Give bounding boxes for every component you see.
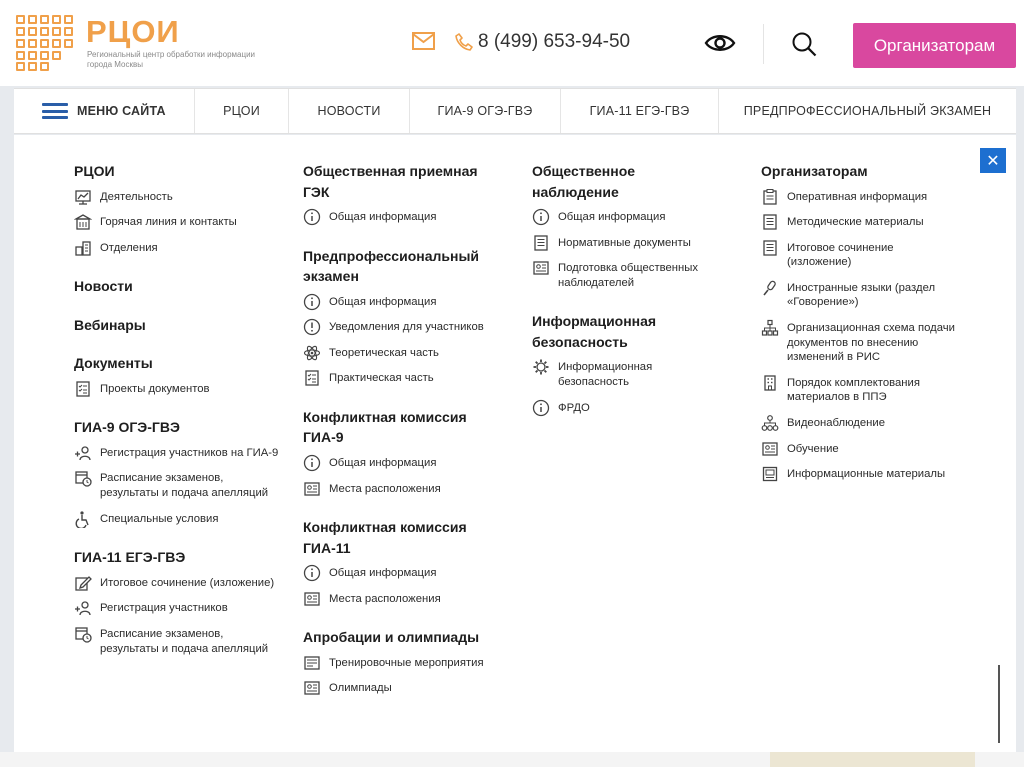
checklist-icon xyxy=(74,380,92,398)
nav-item-preprof-exam[interactable]: ПРЕДПРОФЕССИОНАЛЬНЫЙ ЭКЗАМЕН xyxy=(743,104,992,118)
menu-link-label: Организационная схема подачи документов по внесению изменений в РИС xyxy=(787,322,955,364)
section-title-news[interactable]: Новости xyxy=(74,278,133,295)
menu-link[interactable] xyxy=(532,261,722,290)
menu-link-label: Подготовка общественных наблюдателей xyxy=(558,262,699,289)
nav-item-gia11[interactable]: ГИА-11 ЕГЭ-ГВЭ xyxy=(561,89,719,133)
menu-link[interactable] xyxy=(761,442,961,457)
menu-link[interactable] xyxy=(74,471,279,500)
menu-link-label: Регистрация участников xyxy=(100,602,228,615)
document-icon xyxy=(761,213,779,231)
menu-link[interactable] xyxy=(761,416,961,431)
menu-link-label: Расписание экзаменов, результаты и подача апелляций xyxy=(100,472,269,500)
checklist-icon xyxy=(303,369,321,387)
section-title-aprob[interactable]: Апробации и олимпиады xyxy=(303,629,480,646)
menu-link-label: Оперативная информация xyxy=(787,190,928,203)
menu-link[interactable] xyxy=(761,376,961,405)
menu-link[interactable] xyxy=(303,656,498,671)
menu-link-label: Общая информация xyxy=(329,456,437,469)
menu-column-4 xyxy=(761,161,961,493)
calendar-clock-icon xyxy=(74,469,92,487)
clipboard-icon xyxy=(761,188,779,206)
menu-link[interactable] xyxy=(74,576,279,591)
menu-link-label: Олимпиады xyxy=(329,682,392,695)
menu-link-label: Общая информация xyxy=(329,567,437,580)
nav-item-rcoi[interactable]: РЦОИ xyxy=(195,89,289,133)
menu-link-label: Отделения xyxy=(100,241,158,254)
menu-link[interactable] xyxy=(761,281,961,310)
menu-link[interactable] xyxy=(761,190,961,205)
section-title-conflict-gia11[interactable]: Конфликтная комиссия ГИА-11 xyxy=(303,519,467,556)
menu-link-label: Общая информация xyxy=(329,295,437,308)
menu-link[interactable] xyxy=(303,295,498,310)
info-materials-icon xyxy=(761,465,779,483)
menu-link-label: Проекты документов xyxy=(100,382,210,395)
menu-link[interactable] xyxy=(74,446,279,461)
site-menu-button[interactable] xyxy=(14,89,195,133)
site-menu-label: МЕНЮ САЙТА xyxy=(77,104,166,118)
menu-link-label: Регистрация участников на ГИА-9 xyxy=(100,446,279,459)
section-title-preprof[interactable]: Предпрофессиональный экзамен xyxy=(303,247,480,285)
map-location-icon xyxy=(303,480,321,498)
menu-link[interactable] xyxy=(532,236,722,251)
building-icon xyxy=(761,374,779,392)
section-title-gia11[interactable]: ГИА-11 ЕГЭ-ГВЭ xyxy=(74,549,186,566)
eye-icon[interactable] xyxy=(704,32,736,54)
menu-link[interactable] xyxy=(74,382,279,397)
training-card-icon xyxy=(761,440,779,458)
phone-number[interactable]: 8 (499) 653-94-50 xyxy=(478,31,631,52)
alert-icon xyxy=(303,318,321,336)
close-icon[interactable]: ✕ xyxy=(980,148,1006,173)
nav-item-gia9[interactable]: ГИА-9 ОГЭ-ГВЭ xyxy=(410,89,561,133)
training-icon xyxy=(303,654,321,672)
section-title-documents[interactable]: Документы xyxy=(74,355,153,372)
section-title-infosec[interactable]: Информационная безопасность xyxy=(532,313,657,350)
menu-link[interactable] xyxy=(532,360,722,389)
menu-link-label: Итоговое сочинение (изложение) xyxy=(787,241,894,269)
menu-link[interactable] xyxy=(303,482,498,497)
menu-link-label: Уведомления для участников xyxy=(329,321,484,334)
info-icon xyxy=(303,564,321,582)
menu-link-label: Итоговое сочинение (изложение) xyxy=(100,576,275,589)
menu-link[interactable] xyxy=(303,566,498,581)
logo-title[interactable]: РЦОИ xyxy=(86,14,180,49)
olympiad-icon xyxy=(303,679,321,697)
logo-subtitle: Региональный центр обработки информации города Москвы xyxy=(87,50,256,69)
menu-column-1 xyxy=(74,161,279,667)
chart-icon xyxy=(74,188,92,206)
map-thumbnail[interactable] xyxy=(770,752,975,767)
menu-link[interactable] xyxy=(303,681,498,696)
atom-icon xyxy=(303,344,321,362)
menu-link-label: Практическая часть xyxy=(329,372,434,385)
menu-link[interactable] xyxy=(74,601,279,616)
phone-icon xyxy=(455,33,473,51)
menu-link-label: Места расположения xyxy=(329,482,441,495)
menu-link-label: Расписание экзаменов, результаты и подача апелляций xyxy=(100,627,269,655)
menu-link[interactable] xyxy=(761,241,961,270)
document-icon xyxy=(761,239,779,257)
observer-card-icon xyxy=(532,259,550,277)
map-location-icon xyxy=(303,590,321,608)
menu-link-label: Информационные материалы xyxy=(787,468,946,481)
header-divider xyxy=(763,24,764,64)
info-icon xyxy=(303,454,321,472)
menu-column-2 xyxy=(303,161,498,707)
accessibility-icon xyxy=(74,510,92,528)
microphone-icon xyxy=(761,279,779,297)
menu-link-label: Теоретическая часть xyxy=(329,346,439,359)
mail-icon[interactable] xyxy=(412,31,435,51)
menu-link-label: Общая информация xyxy=(329,211,437,223)
user-add-icon xyxy=(74,599,92,617)
info-icon xyxy=(532,399,550,417)
menu-link[interactable] xyxy=(74,627,279,656)
document-icon xyxy=(532,234,550,252)
menu-link[interactable] xyxy=(761,215,961,230)
menu-link[interactable] xyxy=(761,321,961,365)
menu-link[interactable] xyxy=(303,456,498,471)
edit-icon xyxy=(74,574,92,592)
menu-column-3 xyxy=(532,161,722,426)
info-icon xyxy=(303,208,321,226)
menu-link[interactable] xyxy=(74,215,279,230)
menu-link-label: Обучение xyxy=(787,442,839,455)
main-nav xyxy=(14,88,1016,134)
security-gear-icon xyxy=(532,358,550,376)
menu-link[interactable] xyxy=(303,346,498,361)
search-icon[interactable] xyxy=(791,31,817,57)
branches-building-icon xyxy=(74,239,92,257)
site-menu-panel xyxy=(14,135,1016,752)
info-icon xyxy=(532,208,550,226)
hamburger-icon xyxy=(42,103,68,119)
section-title-rcoi[interactable]: РЦОИ xyxy=(74,163,115,179)
menu-link[interactable] xyxy=(303,371,498,386)
menu-link[interactable] xyxy=(303,320,498,335)
nav-item-news[interactable]: НОВОСТИ xyxy=(289,89,410,133)
hotline-building-icon xyxy=(74,213,92,231)
org-chart-icon xyxy=(761,319,779,337)
video-network-icon xyxy=(761,414,779,432)
section-title-webinars[interactable]: Вебинары xyxy=(74,316,146,333)
section-title-observation[interactable]: Общественное наблюдение xyxy=(532,163,636,200)
menu-link-label: Специальные условия xyxy=(100,512,219,525)
menu-link[interactable] xyxy=(532,210,722,225)
menu-link-label: Горячая линия и контакты xyxy=(100,216,237,229)
menu-link[interactable] xyxy=(303,210,498,225)
section-title-conflict-gia9[interactable]: Конфликтная комиссия ГИА-9 xyxy=(303,408,467,446)
menu-link[interactable] xyxy=(761,467,961,482)
menu-link-label: Методические материалы xyxy=(787,216,924,229)
info-icon xyxy=(303,293,321,311)
menu-link-label: ФРДО xyxy=(558,401,590,414)
menu-link-label: Порядок комплектования материалов в ППЭ xyxy=(787,376,920,404)
menu-link-label: Общая информация xyxy=(558,211,666,223)
menu-link-label: Информационная безопасность xyxy=(558,361,653,388)
site-header xyxy=(0,0,1024,86)
logo-icon[interactable] xyxy=(16,15,74,71)
menu-link-label: Деятельность xyxy=(100,190,173,203)
calendar-clock-icon xyxy=(74,625,92,643)
menu-link-label: Тренировочные мероприятия xyxy=(329,656,484,669)
menu-link[interactable] xyxy=(74,512,279,527)
organizers-button[interactable]: Организаторам xyxy=(853,23,1016,68)
menu-link[interactable] xyxy=(74,190,279,205)
user-add-icon xyxy=(74,444,92,462)
panel-scrollbar[interactable] xyxy=(998,665,1000,743)
menu-link[interactable] xyxy=(303,592,498,607)
menu-link-label: Видеонаблюдение xyxy=(787,417,886,430)
menu-link-label: Нормативные документы xyxy=(558,236,691,249)
section-title-organizers[interactable]: Организаторам xyxy=(761,163,868,179)
menu-link-label: Места расположения xyxy=(329,592,441,605)
menu-link-label: Иностранные языки (раздел «Говорение») xyxy=(787,281,936,309)
section-title-gia9[interactable]: ГИА-9 ОГЭ-ГВЭ xyxy=(74,419,180,436)
menu-link[interactable] xyxy=(532,401,722,416)
section-title-gek[interactable]: Общественная приемная ГЭК xyxy=(303,163,478,200)
menu-link[interactable] xyxy=(74,241,279,256)
